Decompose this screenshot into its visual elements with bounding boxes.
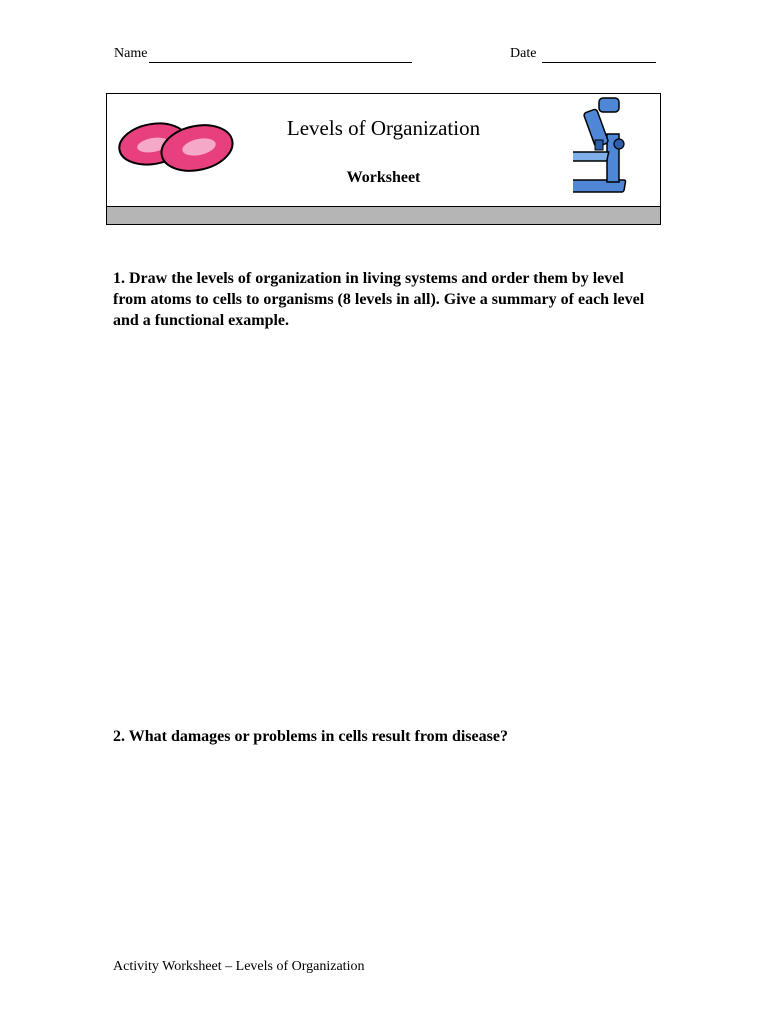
title-band bbox=[107, 206, 660, 224]
page-footer: Activity Worksheet – Levels of Organization bbox=[113, 959, 365, 974]
date-label: Date bbox=[510, 46, 537, 61]
title-box bbox=[106, 93, 661, 225]
question-1: 1. Draw the levels of organization in living systems and order them by level from atoms to cells to organisms (8 levels in all). Give a summary of each level and a functional example. bbox=[113, 270, 645, 329]
date-field-line[interactable] bbox=[542, 62, 656, 63]
worksheet-title: Levels of Organization bbox=[286, 116, 481, 140]
name-field-line[interactable] bbox=[149, 62, 412, 63]
name-label: Name bbox=[114, 46, 148, 61]
worksheet-subtitle: Worksheet bbox=[346, 169, 421, 186]
question-2: 2. What damages or problems in cells result from disease? bbox=[113, 728, 508, 745]
microscope-icon bbox=[573, 94, 653, 199]
